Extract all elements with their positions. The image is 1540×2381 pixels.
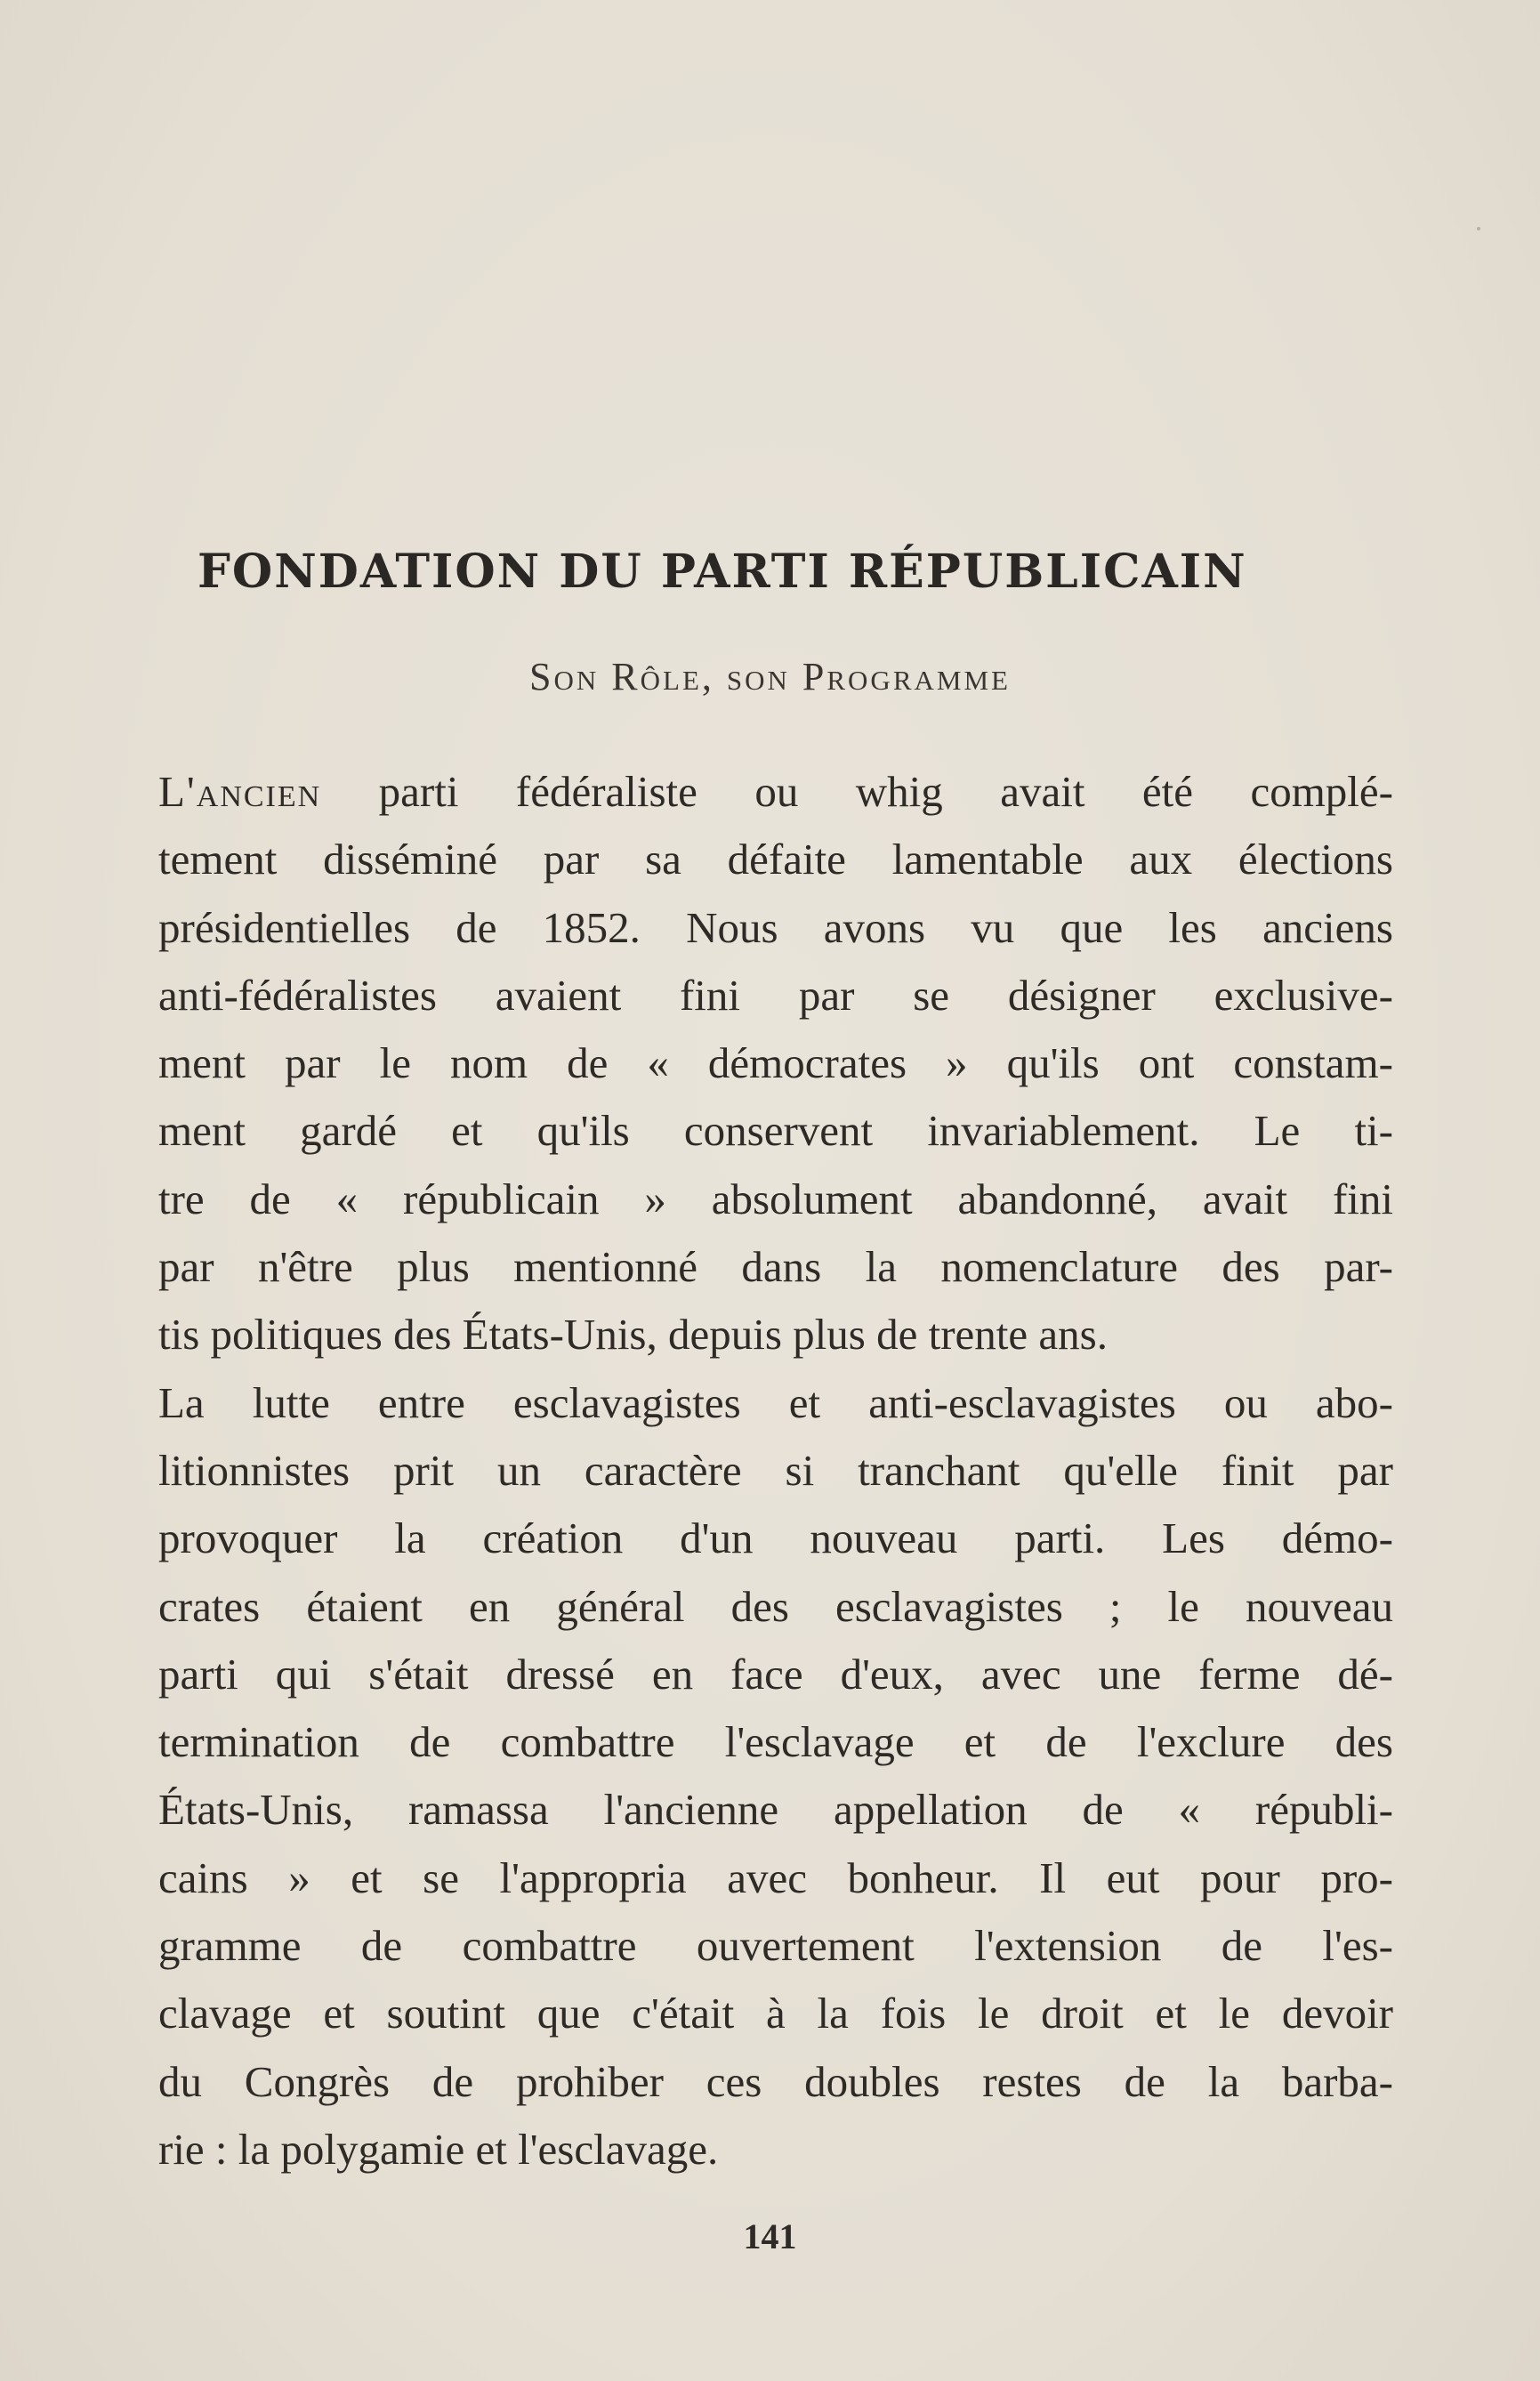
paragraph-2-line: rie : la polygamie et l'esclavage. bbox=[158, 2124, 719, 2174]
paragraph-1-line: tis politiques des États-Unis, depuis plus de trente ans. bbox=[158, 1310, 1108, 1360]
paragraph-2-line: La lutte entre esclavagistes et anti-esclavagistes ou abo- bbox=[158, 1377, 1393, 1427]
paragraph-2-line: termination de combattre l'esclavage et de l'exclure des bbox=[158, 1717, 1393, 1767]
paragraph-1-line: tement disséminé par sa défaite lamentable aux élections bbox=[158, 835, 1393, 884]
paragraph-1-line: tre de « républicain » absolument abandonné, avait fini bbox=[158, 1174, 1393, 1223]
chapter-subtitle: Son Rôle, son Programme bbox=[529, 655, 1011, 698]
paragraph-2-line: litionnistes prit un caractère si tranchant qu'elle finit par bbox=[158, 1445, 1393, 1495]
paragraph-2-line: États-Unis, ramassa l'ancienne appellation de « républi- bbox=[158, 1785, 1393, 1835]
chapter-title: FONDATION DU PARTI RÉPUBLICAIN bbox=[198, 545, 1247, 599]
paragraph-2-line: cains » et se l'appropria avec bonheur. Il eut pour pro- bbox=[158, 1852, 1393, 1902]
paper-speck bbox=[1477, 227, 1480, 230]
paragraph-2-line: crates étaient en général des esclavagistes ; le nouveau bbox=[158, 1581, 1393, 1631]
paragraph-2-line: provoquer la création d'un nouveau parti. Les démo- bbox=[158, 1513, 1393, 1563]
paragraph-1-line-1 bbox=[158, 758, 1393, 826]
paragraph-1-line: anti-fédéralistes avaient fini par se désigner exclusive- bbox=[158, 970, 1393, 1020]
body-text bbox=[158, 758, 1393, 2183]
paragraph-1-line: ment par le nom de « démocrates » qu'ils ont constam- bbox=[158, 1038, 1393, 1088]
paragraph-1-line: ment gardé et qu'ils conservent invariablement. Le ti- bbox=[158, 1106, 1393, 1156]
paragraph-1-line: par n'être plus mentionné dans la nomenclature des par- bbox=[158, 1242, 1393, 1292]
page-number: 141 bbox=[743, 2216, 797, 2256]
opening-word: L'ancien bbox=[158, 767, 322, 816]
show-through-from-reverse bbox=[147, 85, 1410, 725]
paragraph-1-line: présidentielles de 1852. Nous avons vu que les anciens bbox=[158, 902, 1393, 952]
paragraph-2-line: gramme de combattre ouvertement l'extension de l'es- bbox=[158, 1921, 1393, 1971]
paragraph-2-line: clavage et soutint que c'était à la fois le droit et le devoir bbox=[158, 1989, 1393, 2038]
line-text: parti fédéraliste ou whig avait été complé- bbox=[321, 767, 1393, 816]
paragraph-2-line: du Congrès de prohiber ces doubles restes de la barba- bbox=[158, 2056, 1393, 2106]
paragraph-2-line: parti qui s'était dressé en face d'eux, avec une ferme dé- bbox=[158, 1649, 1393, 1699]
